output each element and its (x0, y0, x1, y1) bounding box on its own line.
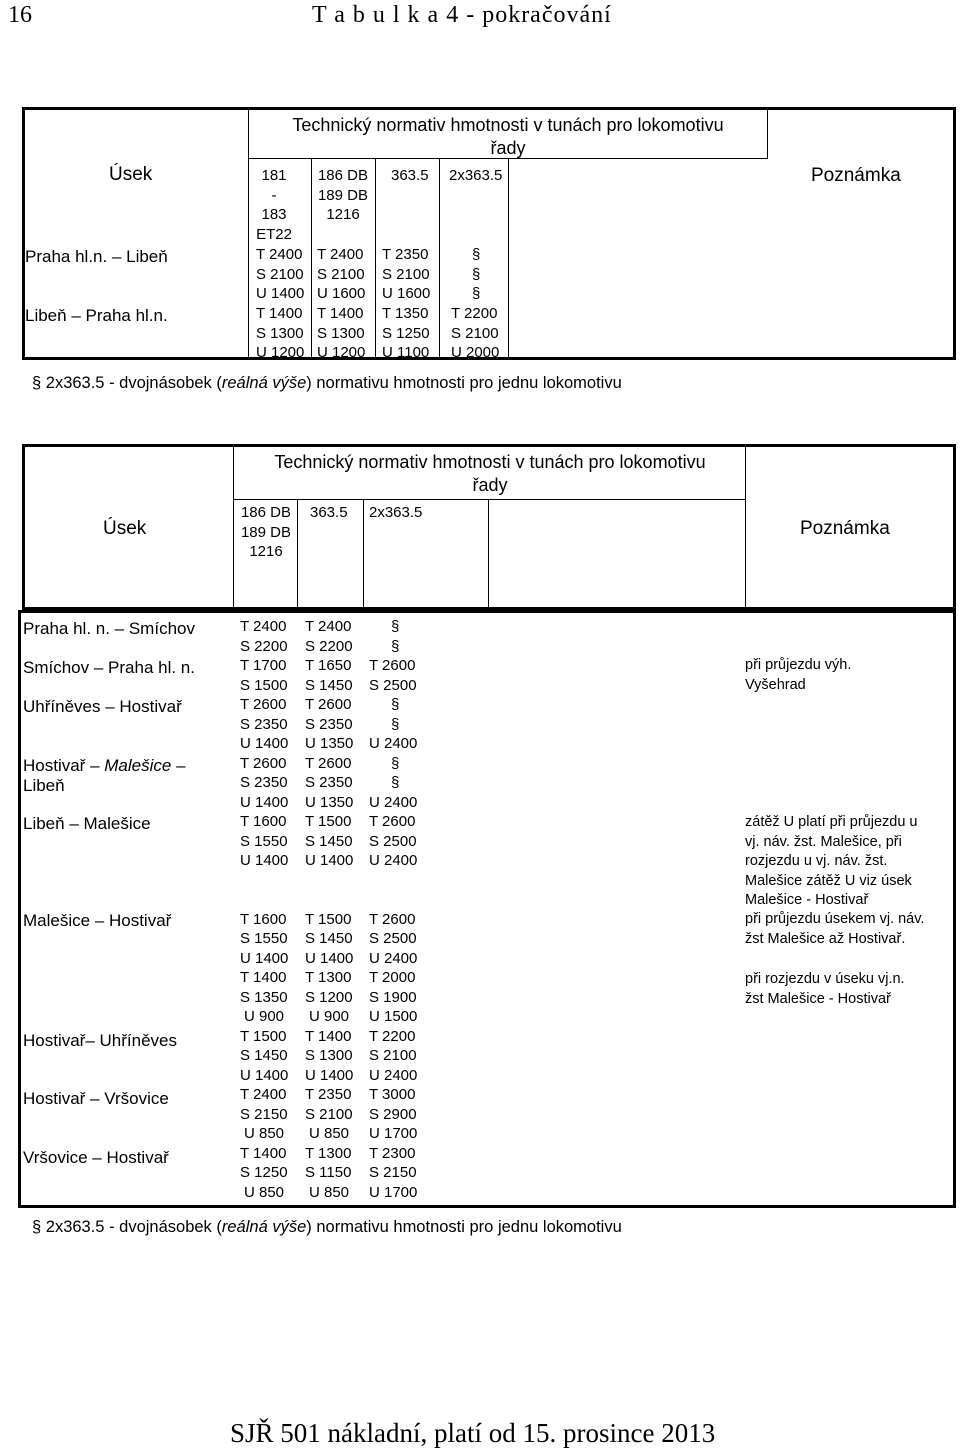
value: U 850 (244, 1125, 285, 1142)
value: U 2400 (369, 735, 418, 752)
section-liben-praha: Libeň – Praha hl.n. (25, 306, 168, 325)
section-hostivar-uhrineves: Hostivař– Uhříněves (23, 1031, 178, 1050)
note-malesice-hostivar-1: při průjezdu úsekem vj. náv. žst Malešice až Hostivař. (745, 911, 925, 947)
value: T 1400 (240, 969, 287, 986)
value: S 1550 (240, 832, 288, 850)
value: U 850 (244, 1183, 285, 1201)
section-malesice-hostivar: Malešice – Hostivař (23, 911, 172, 930)
section-smichov-praha: Smíchov – Praha hl. n. (23, 658, 195, 677)
r2-c1: T 1400 S 1300 U 1200 (256, 305, 305, 361)
value: § (391, 715, 400, 733)
r2-c3: T 1350 S 1250 U 1100 (382, 305, 430, 361)
value: U 1400 (305, 949, 354, 967)
loco-189db: 189 DB (317, 187, 369, 204)
loco-186db: 186 DB (317, 167, 369, 184)
value: S 1500 (240, 676, 288, 694)
value: T 1650 (305, 657, 352, 674)
value: U 2400 (369, 852, 418, 869)
value: U 1350 (305, 735, 354, 752)
value: U 1500 (369, 1008, 418, 1025)
col-186db-values (240, 617, 288, 1202)
value: T 2600 (369, 657, 416, 674)
note-malesice-hostivar-2: při rozjezdu v úseku vj.n. žst Malešice - Hostivař (745, 971, 905, 1007)
section-hostivar-malesice-liben: Hostivař – Malešice – Libeň (23, 756, 186, 795)
page-number: 16 (8, 2, 32, 28)
value: S 2350 (305, 715, 353, 733)
loco-dash: - (271, 187, 277, 204)
usek-header: Úsek (109, 164, 153, 185)
value: T 1500 (305, 813, 352, 830)
value: S 2900 (369, 1105, 417, 1123)
value: S 1250 (240, 1164, 288, 1181)
loco2-363: 363.5 (310, 504, 348, 521)
value: S 2200 (240, 637, 288, 655)
value: U 1400 (305, 1066, 354, 1084)
section-praha-smichov: Praha hl. n. – Smíchov (23, 619, 195, 638)
loco2-189db: 189 DB (240, 524, 292, 541)
value: T 1400 (240, 1144, 287, 1162)
section-uhrineves-hostivar: Uhříněves – Hostivař (23, 697, 182, 716)
value: U 1400 (240, 1066, 289, 1084)
value: T 1600 (240, 910, 287, 928)
table2-footnote: § 2x363.5 - dvojnásobek (reálná výše) normativu hmotnosti pro jednu lokomotivu (32, 1218, 622, 1236)
value: S 1300 (305, 1047, 353, 1064)
value: S 2350 (240, 715, 288, 733)
value: U 1400 (240, 793, 289, 811)
loco-181: 181 (261, 167, 287, 184)
r1-c2: T 2400 S 2100 U 1600 (317, 246, 366, 302)
r1-c4: § § § (472, 246, 481, 302)
value: U 1400 (240, 852, 289, 869)
value: T 2600 (369, 910, 416, 928)
value: S 1450 (240, 1047, 288, 1064)
value: T 1300 (305, 1144, 352, 1162)
value: U 1350 (305, 793, 354, 811)
value: T 3000 (369, 1086, 416, 1103)
section-vrsovice-hostivar: Vršovice – Hostivař (23, 1148, 169, 1167)
value: S 2150 (369, 1164, 417, 1181)
value: T 2600 (305, 696, 352, 713)
norm-header-line1: Technický normativ hmotnosti v tunách pro lokomotivu (292, 115, 724, 135)
value: U 2400 (369, 949, 418, 967)
value: S 2500 (369, 676, 417, 694)
col-2x363-values (369, 617, 417, 1202)
value: T 1500 (305, 910, 352, 928)
value: T 2200 (369, 1027, 416, 1045)
value: § (391, 637, 400, 655)
value: U 1400 (305, 852, 354, 869)
value: T 2350 (305, 1086, 352, 1103)
value: T 2400 (305, 618, 352, 635)
r2-c4: T 2200 S 2100 U 2000 (451, 305, 500, 361)
value: S 2100 (369, 1047, 417, 1064)
value: T 2600 (240, 754, 287, 772)
table-2-body (18, 610, 956, 1208)
norm2-header-line2: řady (472, 475, 508, 495)
value: T 2600 (240, 696, 287, 713)
loco-363: 363.5 (391, 167, 429, 184)
note-smichov: při průjezdu výh. Vyšehrad (745, 657, 852, 693)
norm2-header-line1: Technický normativ hmotnosti v tunách pro lokomotivu (274, 452, 706, 472)
value: S 2200 (305, 637, 353, 655)
poznamka-header: Poznámka (811, 165, 901, 186)
value: T 1400 (305, 1027, 352, 1045)
norm-header-line2: řady (490, 138, 526, 158)
value: U 2400 (369, 793, 418, 811)
value: S 2100 (305, 1105, 353, 1123)
value: U 1700 (369, 1183, 418, 1201)
value: § (391, 754, 400, 772)
value: T 2600 (305, 754, 352, 772)
value: S 2350 (305, 774, 353, 791)
value: U 1700 (369, 1125, 418, 1142)
loco-2x363: 2x363.5 (449, 167, 503, 184)
value: § (391, 618, 400, 635)
value: S 1450 (305, 832, 353, 850)
value: S 2500 (369, 832, 417, 850)
section-praha-liben: Praha hl.n. – Libeň (25, 247, 168, 266)
value: § (391, 696, 400, 713)
value: S 2500 (369, 930, 417, 947)
value: T 2000 (369, 969, 416, 986)
poznamka2-header: Poznámka (800, 518, 890, 539)
loco-et22: ET22 (256, 226, 292, 243)
table-1 (22, 107, 956, 360)
value: § (391, 774, 400, 791)
loco-183: 183 (261, 206, 287, 223)
value: U 900 (309, 1008, 350, 1025)
value: T 1700 (240, 657, 287, 674)
value: T 1600 (240, 813, 287, 830)
loco2-186db: 186 DB (240, 504, 292, 521)
value: U 1400 (240, 735, 289, 752)
value: U 1400 (240, 949, 289, 967)
note-liben-malesice: zátěž U platí při průjezdu u vj. náv. žst. Malešice, při rozjezdu u vj. náv. žst. Malešice zátěž U viz úsek Malešice - Hostivař (745, 814, 918, 908)
value: S 1150 (305, 1164, 352, 1181)
value: U 850 (309, 1183, 350, 1201)
value: S 1900 (369, 988, 417, 1006)
value: T 2400 (240, 618, 287, 635)
loco2-2x363: 2x363.5 (369, 504, 423, 521)
section-liben-malesice: Libeň – Malešice (23, 814, 151, 833)
table1-footnote: § 2x363.5 - dvojnásobek (reálná výše) normativu hmotnosti pro jednu lokomotivu (32, 374, 622, 392)
value: U 900 (244, 1008, 285, 1025)
r1-c1: T 2400 S 2100 U 1400 (256, 246, 305, 302)
r1-c3: T 2350 S 2100 U 1600 (382, 246, 431, 302)
value: U 2400 (369, 1066, 418, 1084)
value: S 1200 (305, 988, 353, 1006)
col-363-values (305, 617, 353, 1202)
value: S 1550 (240, 930, 288, 947)
value: T 1300 (305, 969, 352, 986)
value: S 2350 (240, 774, 288, 791)
value: T 2300 (369, 1144, 416, 1162)
value: S 2150 (240, 1105, 288, 1123)
loco-1216: 1216 (326, 206, 360, 223)
page-title: T a b u l k a 4 - pokračování (312, 2, 612, 28)
table-2-header (22, 444, 956, 610)
value: U 850 (309, 1125, 350, 1142)
value: S 1450 (305, 676, 353, 694)
value: S 1350 (240, 988, 288, 1006)
section-hostivar-vrsovice: Hostivař – Vršovice (23, 1089, 169, 1108)
value: T 2600 (369, 813, 416, 830)
loco2-1216: 1216 (249, 543, 283, 560)
value: T 2400 (240, 1086, 287, 1103)
value: T 1500 (240, 1027, 287, 1045)
value: S 1450 (305, 930, 353, 947)
r2-c2: T 1400 S 1300 U 1200 (317, 305, 366, 361)
usek2-header: Úsek (103, 518, 147, 539)
page-footer: SJŘ 501 nákladní, platí od 15. prosince 2013 (230, 1418, 716, 1448)
